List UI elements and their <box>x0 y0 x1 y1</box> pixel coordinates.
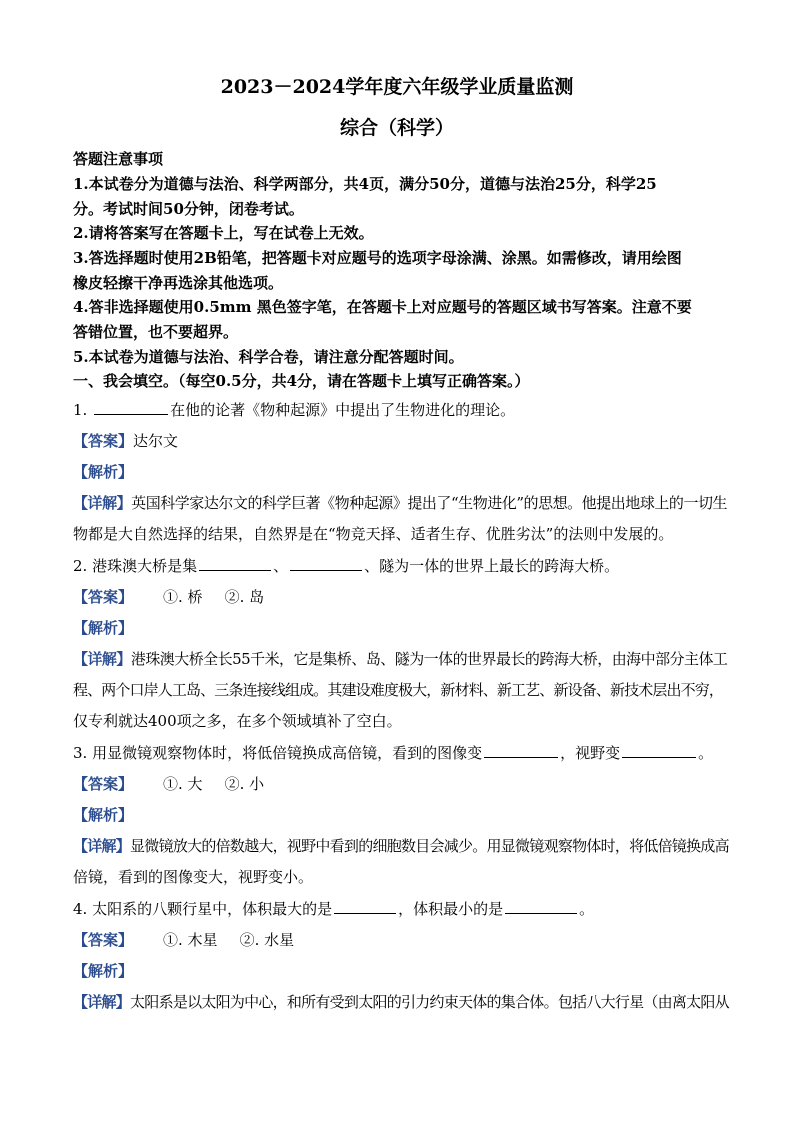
answer-blank <box>199 555 271 571</box>
detail-text: 物都是大自然选择的结果，自然界是在“物竞天择、适者生存、优胜劣汰”的法则中发展的。 <box>73 525 674 543</box>
detail-text: 显微镜放大的倍数越大，视野中看到的细胞数目会减少。用显微镜观察物体时，将低倍镜换成高 <box>130 837 729 855</box>
analysis-label: 【解析】 <box>73 806 134 824</box>
detail-row <box>73 648 728 669</box>
notice-line: 2.请将答案写在答题卡上，写在试卷上无效。 <box>73 224 374 242</box>
analysis-row <box>73 960 723 981</box>
question-number: 4. <box>73 900 88 918</box>
answer-blank <box>94 399 168 415</box>
question-number: 1. <box>73 401 88 419</box>
answer-value: ①. 大 <box>163 775 203 793</box>
notice-line: 答错位置，也不要超界。 <box>73 323 239 341</box>
question-3 <box>73 742 723 763</box>
question-text: 、 <box>273 557 289 575</box>
detail-text: 太阳系是以太阳为中心，和所有受到太阳的引力约束天体的集合体。包括八大行星（由离太阳从 <box>130 993 729 1011</box>
answer-blank <box>622 742 696 758</box>
answer-row <box>73 430 723 451</box>
analysis-row <box>73 461 723 482</box>
answer-label: 【答案】 <box>73 931 134 949</box>
answer-row <box>73 929 723 950</box>
question-text: 太阳系的八颗行星中，体积最大的是 <box>92 900 333 918</box>
answer-label: 【答案】 <box>73 588 134 606</box>
answer-blank <box>290 555 362 571</box>
detail-text: 仅专利就达400项之多，在多个领域填补了空白。 <box>73 712 402 730</box>
detail-label: 【详解】 <box>73 993 131 1011</box>
answer-value: ②. 小 <box>224 775 265 793</box>
page-subtitle: 综合（科学） <box>339 117 454 139</box>
question-text: 用显微镜观察物体时，将低倍镜换成高倍镜，看到的图像变 <box>92 744 483 762</box>
question-text: 、隧为一体的世界上最长的跨海大桥。 <box>364 557 620 575</box>
answer-label: 【答案】 <box>73 432 134 450</box>
analysis-row <box>73 617 723 638</box>
notice-line: 分。考试时间50分钟，闭卷考试。 <box>73 200 304 218</box>
notice-line: 5.本试卷为道德与法治、科学合卷，请注意分配答题时间。 <box>73 348 464 366</box>
answer-value: ②. 岛 <box>224 588 265 606</box>
question-text: 港珠澳大桥是集 <box>92 557 198 575</box>
answer-blank <box>334 898 396 914</box>
detail-text: 倍镜，看到的图像变大，视野变小。 <box>73 868 314 886</box>
question-text: 。 <box>579 900 595 918</box>
answer-blank <box>505 898 577 914</box>
answer-label: 【答案】 <box>73 775 134 793</box>
analysis-row <box>73 804 723 825</box>
answer-value: ①. 桥 <box>163 588 203 606</box>
page-title: 2023－2024学年度六年级学业质量监测 <box>220 76 574 98</box>
detail-text: 程、两个口岸人工岛、三条连接线组成。其建设难度极大，新材料、新工艺、新设备、新技术层出不穷， <box>73 681 724 699</box>
question-text: 在他的论著《物种起源》中提出了生物进化的理论。 <box>170 401 516 419</box>
detail-row <box>73 991 729 1012</box>
question-2 <box>73 555 723 576</box>
answer-value: ②. 水星 <box>239 931 295 949</box>
question-text: ，体积最小的是 <box>398 900 504 918</box>
section-heading: 一、我会填空。（每空0.5分，共4分，请在答题卡上填写正确答案。） <box>73 372 530 390</box>
question-number: 3. <box>73 744 88 762</box>
answer-row <box>73 773 723 794</box>
question-4 <box>73 898 723 919</box>
notice-line: 橡皮轻擦干净再选涂其他选项。 <box>73 274 284 292</box>
notice-line: 4.答非选择题使用0.5mm 黑色签字笔，在答题卡上对应题号的答题区域书写答案。注意不要 <box>73 298 692 316</box>
detail-label: 【详解】 <box>73 837 131 855</box>
notice-line: 1.本试卷分为道德与法治、科学两部分，共4页，满分50分，道德与法治25分，科学25 <box>73 175 657 193</box>
detail-text: 港珠澳大桥全长55千米，它是集桥、岛、隧为一体的世界最长的跨海大桥，由海中部分主体工 <box>130 650 728 668</box>
detail-label: 【详解】 <box>73 650 131 668</box>
question-1 <box>73 399 723 420</box>
answer-value: ①. 木星 <box>163 931 218 949</box>
detail-row <box>73 492 728 513</box>
detail-label: 【详解】 <box>73 494 132 512</box>
analysis-label: 【解析】 <box>73 463 134 481</box>
analysis-label: 【解析】 <box>73 962 134 980</box>
answer-row <box>73 586 723 607</box>
answer-blank <box>484 742 558 758</box>
detail-row <box>73 835 729 856</box>
answer-value: 达尔文 <box>133 432 179 450</box>
analysis-label: 【解析】 <box>73 619 134 637</box>
detail-text: 英国科学家达尔文的科学巨著《物种起源》提出了“生物进化”的思想。他提出地球上的一切生 <box>131 494 728 512</box>
notice-line: 3.答选择题时使用2B铅笔，把答题卡对应题号的选项字母涂满、涂黑。如需修改，请用绘图 <box>73 249 682 267</box>
question-number: 2. <box>73 557 88 575</box>
question-text: ，视野变 <box>560 744 621 762</box>
notice-heading: 答题注意事项 <box>73 150 164 168</box>
question-text: 。 <box>698 744 714 762</box>
